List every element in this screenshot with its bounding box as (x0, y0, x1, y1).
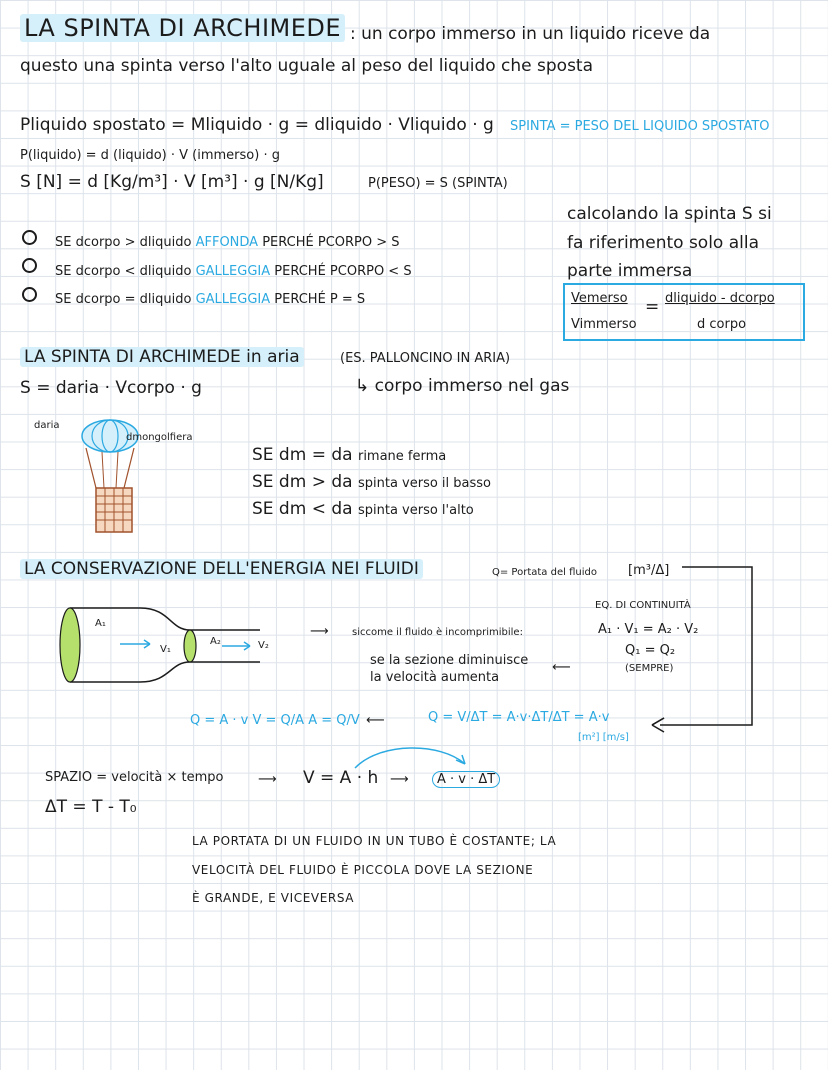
a1-label: A₁ (95, 618, 106, 629)
daria-label: daria (34, 420, 60, 431)
section1-title: LA SPINTA DI ARCHIMEDE (20, 14, 345, 42)
section2-formula: S = daria · Vcorpo · g (20, 378, 202, 398)
spazio-formula: SPAZIO = velocità × tempo (45, 770, 224, 785)
arrow-left-icon: ⟵ (552, 660, 571, 675)
sezione-line1: se la sezione diminuisce (370, 653, 529, 668)
bullet-icon (22, 258, 37, 273)
continuity-q: Q₁ = Q₂ (625, 643, 676, 658)
bullet-icon (22, 230, 37, 245)
note-line3: parte immersa (567, 261, 693, 281)
portata-label: Q= Portata del fluido (492, 567, 597, 578)
formula-p-liquido: P(liquido) = d (liquido) · V (immerso) · g (20, 148, 280, 163)
box-numerator: dliquido - dcorpo (665, 291, 775, 306)
bullet-galleggia-1: SE dcorpo < dliquido GALLEGGIA PERCHÉ PCORPO < S (55, 264, 412, 279)
section3-title: LA CONSERVAZIONE DELL'ENERGIA NEI FLUIDI (20, 559, 423, 579)
connector-arrow-icon (600, 555, 760, 735)
sezione-line2: la velocità aumenta (370, 670, 500, 685)
a2-label: A₂ (210, 636, 221, 647)
incompressibile-note: siccome il fluido è incomprimibile: (352, 627, 523, 638)
section2-title: LA SPINTA DI ARCHIMEDE in aria (20, 347, 304, 367)
peso-spinta-label: P(PESO) = S (SPINTA) (368, 176, 508, 191)
box-vimmerso: Vimmerso (571, 317, 637, 332)
bullet-icon (22, 287, 37, 302)
v2-label: V₂ (258, 640, 269, 651)
arrow-right-icon: ⟶ (310, 624, 329, 639)
definition-line2: questo una spinta verso l'alto uguale al peso del liquido che sposta (20, 56, 594, 76)
formula-pliquido: Pliquido spostato = Mliquido · g = dliquido · Vliquido · g (20, 115, 494, 135)
definition-line1: : un corpo immerso in un liquido riceve da (350, 24, 711, 44)
case-basso: SE dm > da spinta verso il basso (252, 472, 492, 492)
v-equation: V = A · h (303, 768, 379, 788)
box-vemerso: Vemerso (571, 291, 628, 306)
section2-example: (ES. PALLONCINO IN ARIA) (340, 351, 511, 366)
note-line1: calcolando la spinta S si (567, 204, 772, 224)
q-derivation: Q = V/ΔT = A·v·ΔT/ΔT = A·v (428, 710, 610, 725)
conclusion-line1: LA PORTATA DI UN FLUIDO IN UN TUBO È COSTANTE; LA (192, 834, 557, 848)
case-ferma: SE dm = da rimane ferma (252, 445, 447, 465)
q-formulas: Q = A · v V = Q/A A = Q/V (190, 713, 360, 728)
balloon-label: dmongolfiera (126, 432, 193, 443)
emerso-formula-box (563, 283, 805, 341)
spinta-definition: SPINTA = PESO DEL LIQUIDO SPOSTATO (510, 119, 770, 134)
curved-arrow-icon (350, 742, 480, 772)
arrow-right-icon: ⟶ (390, 772, 409, 787)
bullet-affonda: SE dcorpo > dliquido AFFONDA PERCHÉ PCORPO > S (55, 235, 400, 250)
q-units: [m²] [m/s] (578, 732, 629, 743)
box-denominator: d corpo (697, 317, 747, 332)
sempre-label: (SEMPRE) (625, 663, 674, 674)
note-line2: fa riferimento solo alla (567, 233, 760, 253)
portata-units: [m³/Δ] (628, 563, 670, 578)
delta-t-formula: ΔT = T - T₀ (45, 797, 137, 817)
section2-arrow-note: ↳ corpo immerso nel gas (355, 376, 570, 396)
box-equals: = (645, 297, 660, 317)
v1-label: V₁ (160, 644, 171, 655)
formula-spinta-units: S [N] = d [Kg/m³] · V [m³] · g [N/Kg] (20, 172, 324, 192)
conclusion-line3: È GRANDE, E VICEVERSA (192, 891, 355, 905)
case-alto: SE dm < da spinta verso l'alto (252, 499, 474, 519)
arrow-left-icon: ⟵ (366, 713, 385, 728)
bullet-galleggia-2: SE dcorpo = dliquido GALLEGGIA PERCHÉ P = S (55, 292, 366, 307)
v-equation-2: A · v · ΔT (432, 772, 500, 787)
conclusion-line2: VELOCITÀ DEL FLUIDO È PICCOLA DOVE LA SEZIONE (192, 863, 534, 877)
continuity-title: EQ. DI CONTINUITÀ (595, 600, 691, 611)
pipe-diagram-icon (40, 600, 330, 690)
continuity-eq: A₁ · V₁ = A₂ · V₂ (598, 622, 699, 637)
arrow-right-icon: ⟶ (258, 772, 277, 787)
